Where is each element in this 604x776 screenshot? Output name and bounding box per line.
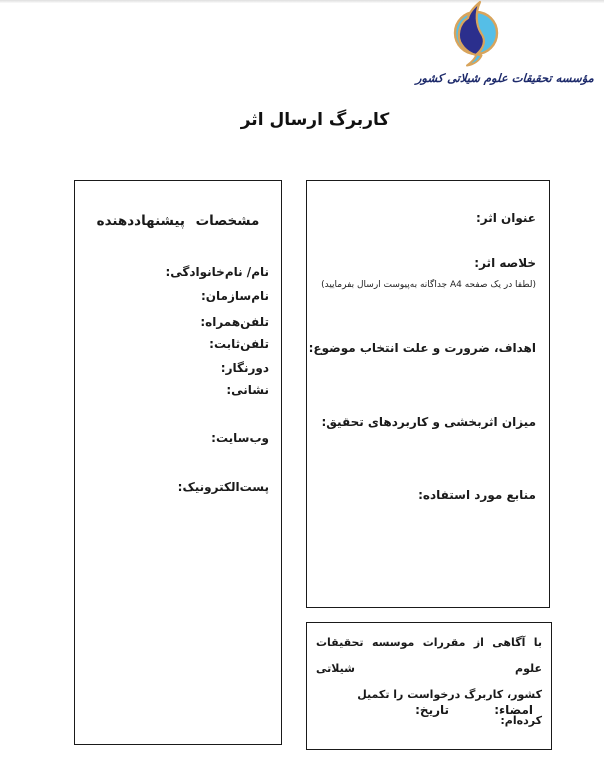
proposer-details-box xyxy=(74,180,282,745)
signature-label: امضاء: xyxy=(494,703,533,717)
institute-name: مؤسسه تحقیقات علوم شیلاتی کشور xyxy=(415,71,595,85)
institute-logo-icon xyxy=(446,0,506,68)
field-label-effectiveness: میزان اثربخشی و کاربردهای تحقیق: xyxy=(321,415,536,429)
field-label-email: پست‌الکترونیک: xyxy=(177,480,269,494)
declaration-statement xyxy=(307,630,551,734)
field-label-address: نشانی: xyxy=(226,383,269,397)
field-label-landline-phone: تلفن‌ثابت: xyxy=(209,337,269,351)
proposer-box-header: مشخصات پیشنهاددهنده xyxy=(96,213,260,229)
field-label-organization-name: نام‌سازمان: xyxy=(201,289,269,303)
page-title: کاربرگ ارسال اثر xyxy=(240,110,390,130)
field-label-work-summary: خلاصه اثر: xyxy=(474,256,536,270)
field-label-full-name: نام/ نام‌خانوادگی: xyxy=(165,265,269,279)
work-details-box xyxy=(306,180,550,608)
field-label-fax: دورنگار: xyxy=(220,361,269,375)
field-label-work-title: عنوان اثر: xyxy=(475,211,536,225)
work-summary-attachment-note: (لطفا در یک صفحه A4 جداگانه به‌پیوست ارسال بفرمایید) xyxy=(321,280,536,290)
declaration-line-2: کشور، کاربرگ درخواست را تکمیل کرده‌ام: xyxy=(357,688,542,727)
field-label-mobile-phone: تلفن‌همراه: xyxy=(200,315,269,329)
page-top-edge xyxy=(0,0,604,3)
declaration-line-1: با آگاهی از مقررات موسسه تحقیقات علوم شیلاتی xyxy=(316,636,542,675)
field-label-objectives: اهداف، ضرورت و علت انتخاب موضوع: xyxy=(308,341,536,355)
field-label-website: وب‌سایت: xyxy=(211,431,269,445)
declaration-box xyxy=(306,622,552,750)
date-label: تاریخ: xyxy=(415,703,449,717)
field-label-sources-used: منابع مورد استفاده: xyxy=(418,488,536,502)
